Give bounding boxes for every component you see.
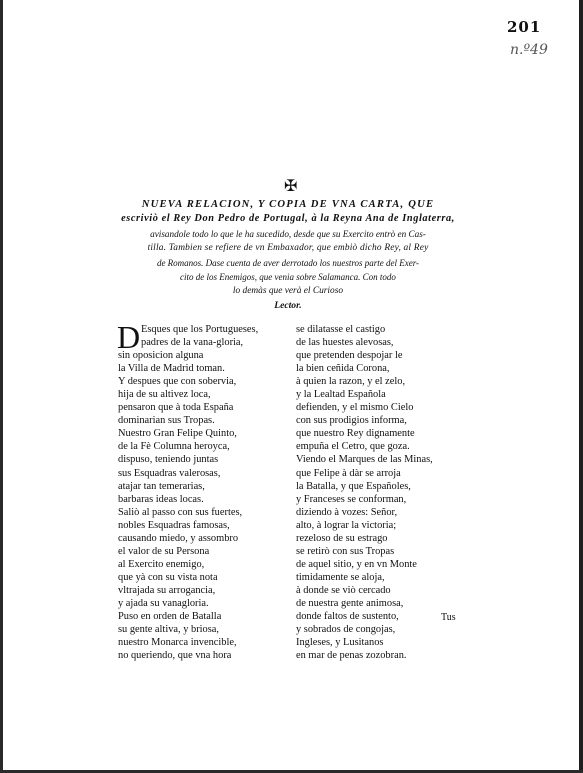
verse-line: que nuestro Rey dignamente xyxy=(296,428,415,440)
verse-line: barbaras ideas locas. xyxy=(118,493,204,505)
drop-cap: D xyxy=(117,319,141,355)
title-line: tilla. Tambien se refiere de vn Embaxador, que embiò dicho Rey, al Rey xyxy=(147,243,429,254)
verse-line: Puso en orden de Batalla xyxy=(118,611,222,623)
verse-line: en mar de penas zozobran. xyxy=(296,650,407,662)
verse-line: empuña el Cetro, que goza. xyxy=(296,441,410,453)
verse-line: el valor de su Persona xyxy=(118,545,210,557)
verse-line: la Villa de Madrid toman. xyxy=(118,363,225,375)
manuscript-note: n.º49 xyxy=(510,42,548,58)
verse-line: atajar tan temerarias, xyxy=(118,480,205,492)
verse-line: su gente altiva, y briosa, xyxy=(118,624,219,636)
verse-line: que Felipe à dàr se arroja xyxy=(296,467,401,479)
verse-line: se dilatasse el castigo xyxy=(296,324,386,335)
verse-line: la Batalla, y que Españoles, xyxy=(296,480,411,492)
verse-line: y Franceses se conforman, xyxy=(296,493,407,505)
verse-line: y sobrados de congojas, xyxy=(296,624,396,636)
verse-line: causando miedo, y assombro xyxy=(118,532,239,544)
verse-line: defienden, y el mismo Cielo xyxy=(296,402,414,414)
verse-line: à donde se viò cercado xyxy=(296,584,391,596)
cross-ornament: ✠ xyxy=(284,176,298,195)
title-line: avisandole todo lo que le ha sucedido, desde que su Exercito entrò en Cas- xyxy=(150,228,426,239)
verse-line: Viendo el Marques de las Minas, xyxy=(296,454,433,466)
verse-line: al Exercito enemigo, xyxy=(118,558,205,570)
scan-border-right xyxy=(579,0,583,773)
title-line: escriviò el Rey Don Pedro de Portugal, à la Reyna Ana de Inglaterra, xyxy=(121,213,455,225)
verse-line: de nuestra gente animosa, xyxy=(296,597,404,609)
verse-line: y la Lealtad Española xyxy=(296,389,386,401)
verse-line: pensaron que à toda España xyxy=(118,402,234,414)
verse-line: dispuso, teniendo juntas xyxy=(118,454,219,466)
verse-line: de aquel sitio, y en vn Monte xyxy=(296,558,417,570)
verse-line: se retirò con sus Tropas xyxy=(296,545,395,557)
title-line: NUEVA RELACION, Y COPIA DE VNA CARTA, QUE xyxy=(141,199,435,210)
verse-line: con sus prodigios informa, xyxy=(296,415,407,427)
verse-line: dominarian sus Tropas. xyxy=(118,415,215,427)
verse-line: timidamente se aloja, xyxy=(296,571,385,583)
catchword: Tus xyxy=(441,612,456,623)
verse-line: hija de su altivez loca, xyxy=(118,389,211,401)
scan-border-left xyxy=(0,0,3,773)
verse-line: Nuestro Gran Felipe Quinto, xyxy=(118,428,237,440)
title-line: Lector. xyxy=(274,299,302,311)
verse-line: Ingleses, y Lusitanos xyxy=(296,637,384,649)
verse-line: Saliò al passo con sus fuertes, xyxy=(118,506,243,518)
verse-line: vltrajada su arrogancia, xyxy=(118,584,216,596)
verse-line: no queriendo, que vna hora xyxy=(118,650,232,662)
title-block xyxy=(110,198,466,313)
verse-line: que pretenden despojar le xyxy=(296,350,403,362)
verse-line: rezeloso de su estrago xyxy=(296,532,388,544)
verse-line: sus Esquadras valerosas, xyxy=(118,467,221,479)
title-line: cito de los Enemigos, que venia sobre Salamanca. Con todo xyxy=(180,272,396,283)
verse-line: Esques que los Portugueses, xyxy=(141,324,259,335)
verse-column-left xyxy=(117,319,288,662)
verse-line: diziendo à vozes: Señor, xyxy=(296,506,398,518)
verse-line: y ajada su vanagloria. xyxy=(118,597,209,609)
title-line: de Romanos. Dase cuenta de aver derrotado los nuestros parte del Exer- xyxy=(156,257,420,268)
verse-line: donde faltos de sustento, xyxy=(296,611,399,623)
verse-line: à quien la razon, y el zelo, xyxy=(296,376,406,388)
verse-line: de las huestes alevosas, xyxy=(296,337,394,349)
verse-line: sin oposicion alguna xyxy=(118,350,204,362)
verse-line: nuestro Monarca invencible, xyxy=(118,637,237,649)
verse-line: que yà con su vista nota xyxy=(118,571,218,583)
verse-line: la bien ceñida Corona, xyxy=(296,363,390,375)
title-line: lo demàs que verà el Curioso xyxy=(232,286,344,297)
verse-line: alto, à lograr la victoria; xyxy=(296,519,397,531)
verse-line: padres de la vana-gloria, xyxy=(141,337,244,349)
folio-number: 201 xyxy=(507,18,542,36)
verse-line: de la Fè Columna heroyca, xyxy=(118,441,230,453)
verse-line: nobles Esquadras famosas, xyxy=(118,519,230,531)
verse-line: Y despues que con sobervia, xyxy=(118,376,237,388)
